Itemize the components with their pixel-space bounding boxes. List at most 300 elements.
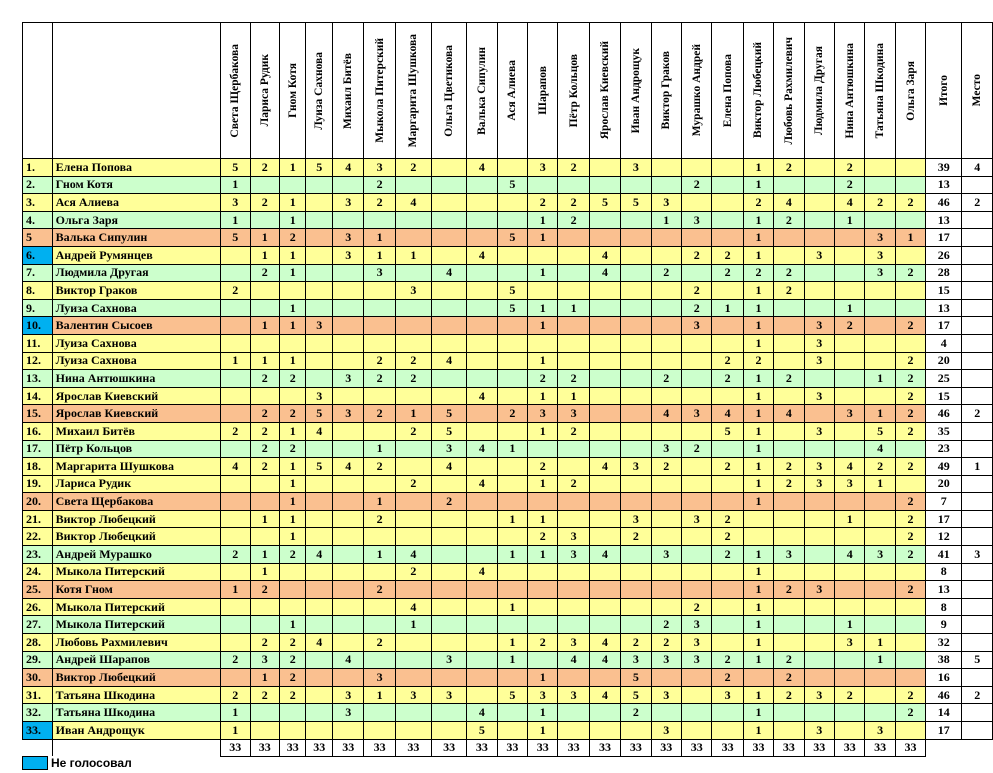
score-cell: 1 [497,634,527,652]
score-cell: 3 [621,510,651,528]
score-cell [333,546,364,564]
score-cell: 2 [431,493,466,511]
row-number: 33. [23,722,53,740]
score-cell [681,581,711,599]
score-cell: 1 [250,246,279,264]
score-cell [804,229,834,247]
score-cell: 2 [250,422,279,440]
score-cell: 2 [774,475,804,493]
legend-label: Не голосовал [51,756,132,770]
score-cell [681,546,711,564]
footer-count: 33 [364,739,395,756]
score-cell [895,634,925,652]
column-header: Любовь Рахмилевич [774,23,804,159]
score-cell: 2 [221,422,250,440]
score-cell: 3 [804,722,834,740]
score-cell [395,651,431,669]
score-cell [250,493,279,511]
column-header: Михаил Битёв [333,23,364,159]
score-cell [221,405,250,423]
score-cell [865,581,895,599]
score-cell [712,598,743,616]
score-cell [651,159,681,177]
score-cell [306,616,333,634]
score-cell: 1 [743,246,773,264]
place-cell: 5 [962,651,993,669]
score-cell: 1 [364,440,395,458]
row-name: Маргарита Шушкова [52,458,220,476]
score-cell: 2 [712,458,743,476]
score-cell [333,299,364,317]
table-row [23,475,993,493]
score-cell [743,528,773,546]
score-cell: 2 [651,370,681,388]
score-cell: 4 [834,458,864,476]
place-cell [962,211,993,229]
score-cell [558,176,589,194]
row-name: Валентин Сысоев [52,317,220,335]
score-cell [467,669,497,687]
score-cell: 2 [743,194,773,212]
score-cell: 1 [221,581,250,599]
place-cell: 2 [962,686,993,704]
column-header: Мурашко Андрей [681,23,711,159]
score-cell [497,370,527,388]
score-cell: 2 [528,458,558,476]
score-cell [865,669,895,687]
score-cell [221,475,250,493]
score-cell: 2 [774,581,804,599]
row-number: 26. [23,598,53,616]
score-cell: 2 [558,422,589,440]
row-number: 19. [23,475,53,493]
score-cell: 2 [774,686,804,704]
score-cell: 2 [528,634,558,652]
score-cell [834,387,864,405]
score-cell: 1 [221,704,250,722]
score-cell [589,669,620,687]
footer-count: 33 [621,739,651,756]
score-cell [221,299,250,317]
total-cell: 17 [926,510,962,528]
score-cell [774,722,804,740]
score-cell [681,194,711,212]
score-cell: 4 [865,440,895,458]
score-cell [712,229,743,247]
score-cell: 1 [528,211,558,229]
score-cell: 4 [589,546,620,564]
total-cell: 20 [926,352,962,370]
score-cell [306,352,333,370]
score-cell [431,194,466,212]
place-cell [962,299,993,317]
total-cell: 46 [926,194,962,212]
score-cell [395,387,431,405]
score-cell: 1 [558,299,589,317]
score-cell: 1 [712,299,743,317]
score-cell [497,211,527,229]
row-name: Луиза Сахнова [52,299,220,317]
score-cell [528,334,558,352]
score-cell [279,334,306,352]
score-cell [364,334,395,352]
score-cell [395,334,431,352]
score-cell [431,211,466,229]
score-cell [804,510,834,528]
row-name: Людмила Другая [52,264,220,282]
score-cell [621,616,651,634]
total-cell: 35 [926,422,962,440]
place-cell [962,528,993,546]
row-number: 27. [23,616,53,634]
score-cell [651,422,681,440]
score-cell [865,704,895,722]
score-cell [895,475,925,493]
score-cell [712,722,743,740]
score-cell [865,387,895,405]
score-cell [651,669,681,687]
score-cell [333,598,364,616]
row-number: 1. [23,159,53,177]
score-cell [250,176,279,194]
score-cell: 1 [865,370,895,388]
score-cell [528,651,558,669]
score-cell [364,616,395,634]
score-cell: 1 [743,651,773,669]
row-number: 16. [23,422,53,440]
column-header: Мыкола Питерский [364,23,395,159]
score-cell [467,334,497,352]
row-number: 7. [23,264,53,282]
score-cell [621,546,651,564]
score-cell [497,528,527,546]
score-cell: 3 [804,458,834,476]
score-cell [774,598,804,616]
score-cell: 1 [743,159,773,177]
score-cell: 2 [712,651,743,669]
score-cell: 1 [221,722,250,740]
score-cell: 2 [895,546,925,564]
place-cell [962,581,993,599]
score-cell [467,422,497,440]
score-cell [467,176,497,194]
score-cell: 3 [804,581,834,599]
score-cell [681,334,711,352]
column-header-total: Итого [926,23,962,159]
score-cell: 1 [497,598,527,616]
score-cell [804,651,834,669]
score-cell: 2 [895,352,925,370]
score-cell: 2 [364,458,395,476]
score-cell [333,334,364,352]
score-cell [834,229,864,247]
score-cell [834,370,864,388]
score-cell: 2 [395,159,431,177]
total-cell: 17 [926,229,962,247]
score-cell: 2 [834,317,864,335]
score-cell [250,704,279,722]
score-cell [395,299,431,317]
score-cell [431,246,466,264]
score-cell [221,317,250,335]
score-cell: 2 [528,370,558,388]
row-name: Виктор Любецкий [52,510,220,528]
score-cell: 1 [395,246,431,264]
score-cell [774,704,804,722]
score-cell: 1 [743,598,773,616]
score-cell [774,563,804,581]
score-cell [333,176,364,194]
score-cell [467,616,497,634]
score-cell [431,528,466,546]
score-cell: 2 [279,440,306,458]
total-cell: 9 [926,616,962,634]
score-cell: 5 [306,159,333,177]
score-cell [250,211,279,229]
footer-count: 33 [431,739,466,756]
score-cell [774,352,804,370]
score-cell: 1 [528,722,558,740]
total-cell: 14 [926,704,962,722]
score-cell: 1 [279,352,306,370]
score-cell [834,722,864,740]
score-cell [279,282,306,300]
score-cell [364,651,395,669]
score-cell [395,669,431,687]
score-cell [558,493,589,511]
score-cell: 2 [712,264,743,282]
score-cell: 4 [333,458,364,476]
score-cell: 1 [250,546,279,564]
score-cell: 1 [279,458,306,476]
score-cell [589,317,620,335]
score-cell [431,334,466,352]
score-cell [834,493,864,511]
score-cell: 4 [467,387,497,405]
score-cell: 4 [221,458,250,476]
score-cell [558,334,589,352]
score-cell [774,176,804,194]
score-cell [834,581,864,599]
score-cell [306,581,333,599]
row-name: Нина Антюшкина [52,370,220,388]
score-cell [431,282,466,300]
score-cell [497,704,527,722]
score-cell [895,722,925,740]
score-cell [497,334,527,352]
score-cell [834,528,864,546]
score-cell [651,317,681,335]
table-row [23,352,993,370]
score-cell: 4 [774,194,804,212]
score-cell [712,176,743,194]
column-header: Ася Алиева [497,23,527,159]
place-cell [962,704,993,722]
score-cell: 2 [651,458,681,476]
row-number: 22. [23,528,53,546]
score-cell: 2 [743,352,773,370]
score-cell: 2 [774,282,804,300]
score-cell [306,299,333,317]
score-cell [250,282,279,300]
score-cell [528,282,558,300]
score-cell: 2 [895,704,925,722]
score-cell [306,686,333,704]
score-cell [712,194,743,212]
score-cell [467,546,497,564]
total-cell: 13 [926,299,962,317]
score-cell: 1 [528,510,558,528]
score-cell: 2 [364,510,395,528]
score-cell: 5 [497,282,527,300]
score-cell: 2 [250,405,279,423]
score-cell [895,651,925,669]
score-cell: 3 [865,722,895,740]
row-number: 11. [23,334,53,352]
column-header-place: Место [962,23,993,159]
score-cell: 2 [895,510,925,528]
score-cell: 3 [558,528,589,546]
score-cell: 2 [621,528,651,546]
score-cell [497,159,527,177]
footer-count: 33 [865,739,895,756]
place-cell: 4 [962,159,993,177]
score-cell: 4 [589,686,620,704]
score-cell [528,440,558,458]
score-cell [333,634,364,652]
score-cell [467,458,497,476]
score-cell: 2 [895,581,925,599]
column-header: Ольга Заря [895,23,925,159]
table-row [23,458,993,476]
score-cell: 2 [895,528,925,546]
score-cell: 1 [250,669,279,687]
total-cell: 4 [926,334,962,352]
score-cell [895,211,925,229]
score-cell: 2 [712,669,743,687]
total-cell: 26 [926,246,962,264]
score-cell [558,317,589,335]
score-cell [865,510,895,528]
score-cell [895,299,925,317]
score-cell: 5 [431,405,466,423]
total-cell: 23 [926,440,962,458]
score-cell [364,704,395,722]
score-cell [774,528,804,546]
score-cell [651,475,681,493]
score-cell [431,317,466,335]
table-row [23,440,993,458]
score-cell [279,722,306,740]
score-cell [306,370,333,388]
score-cell [395,264,431,282]
score-cell: 1 [364,686,395,704]
score-cell [681,475,711,493]
score-cell [651,299,681,317]
score-cell [431,722,466,740]
column-header: Виктор Любецкий [743,23,773,159]
score-cell [333,581,364,599]
score-cell [431,159,466,177]
score-cell [774,634,804,652]
score-cell: 2 [395,422,431,440]
score-cell [834,264,864,282]
table-row [23,246,993,264]
score-cell [431,370,466,388]
score-cell: 2 [865,458,895,476]
score-cell: 1 [250,510,279,528]
score-cell: 3 [431,440,466,458]
score-cell: 2 [364,194,395,212]
score-cell: 4 [306,422,333,440]
score-cell: 1 [895,229,925,247]
score-cell: 4 [467,475,497,493]
score-cell [467,510,497,528]
score-cell: 2 [681,176,711,194]
score-cell: 3 [651,722,681,740]
table-row [23,669,993,687]
score-cell [651,246,681,264]
score-cell [681,387,711,405]
score-cell: 2 [558,370,589,388]
score-cell [712,704,743,722]
score-cell: 3 [681,651,711,669]
score-cell [221,528,250,546]
score-cell [834,334,864,352]
place-cell [962,422,993,440]
place-cell [962,370,993,388]
score-cell [589,581,620,599]
score-cell [395,634,431,652]
row-number: 3. [23,194,53,212]
score-cell [221,334,250,352]
score-cell [651,581,681,599]
score-cell [621,475,651,493]
row-number: 28. [23,634,53,652]
score-cell [558,510,589,528]
score-cell [306,704,333,722]
score-cell [834,282,864,300]
table-row [23,528,993,546]
total-cell: 17 [926,722,962,740]
score-cell: 1 [364,246,395,264]
score-cell [306,722,333,740]
score-cell [774,229,804,247]
score-cell [395,317,431,335]
score-cell: 2 [364,176,395,194]
row-number: 5 [23,229,53,247]
score-cell [221,264,250,282]
score-cell: 2 [651,616,681,634]
row-name: Иван Андрощук [52,722,220,740]
score-cell [712,493,743,511]
row-number: 21. [23,510,53,528]
score-cell [865,686,895,704]
score-cell [804,616,834,634]
row-number: 18. [23,458,53,476]
score-cell: 2 [834,686,864,704]
score-cell: 4 [712,405,743,423]
score-cell: 3 [621,159,651,177]
score-cell: 1 [279,264,306,282]
footer-count: 33 [712,739,743,756]
footer-count: 33 [250,739,279,756]
score-cell [774,422,804,440]
score-cell [395,722,431,740]
score-cell [804,493,834,511]
score-cell [306,493,333,511]
score-cell: 2 [558,211,589,229]
